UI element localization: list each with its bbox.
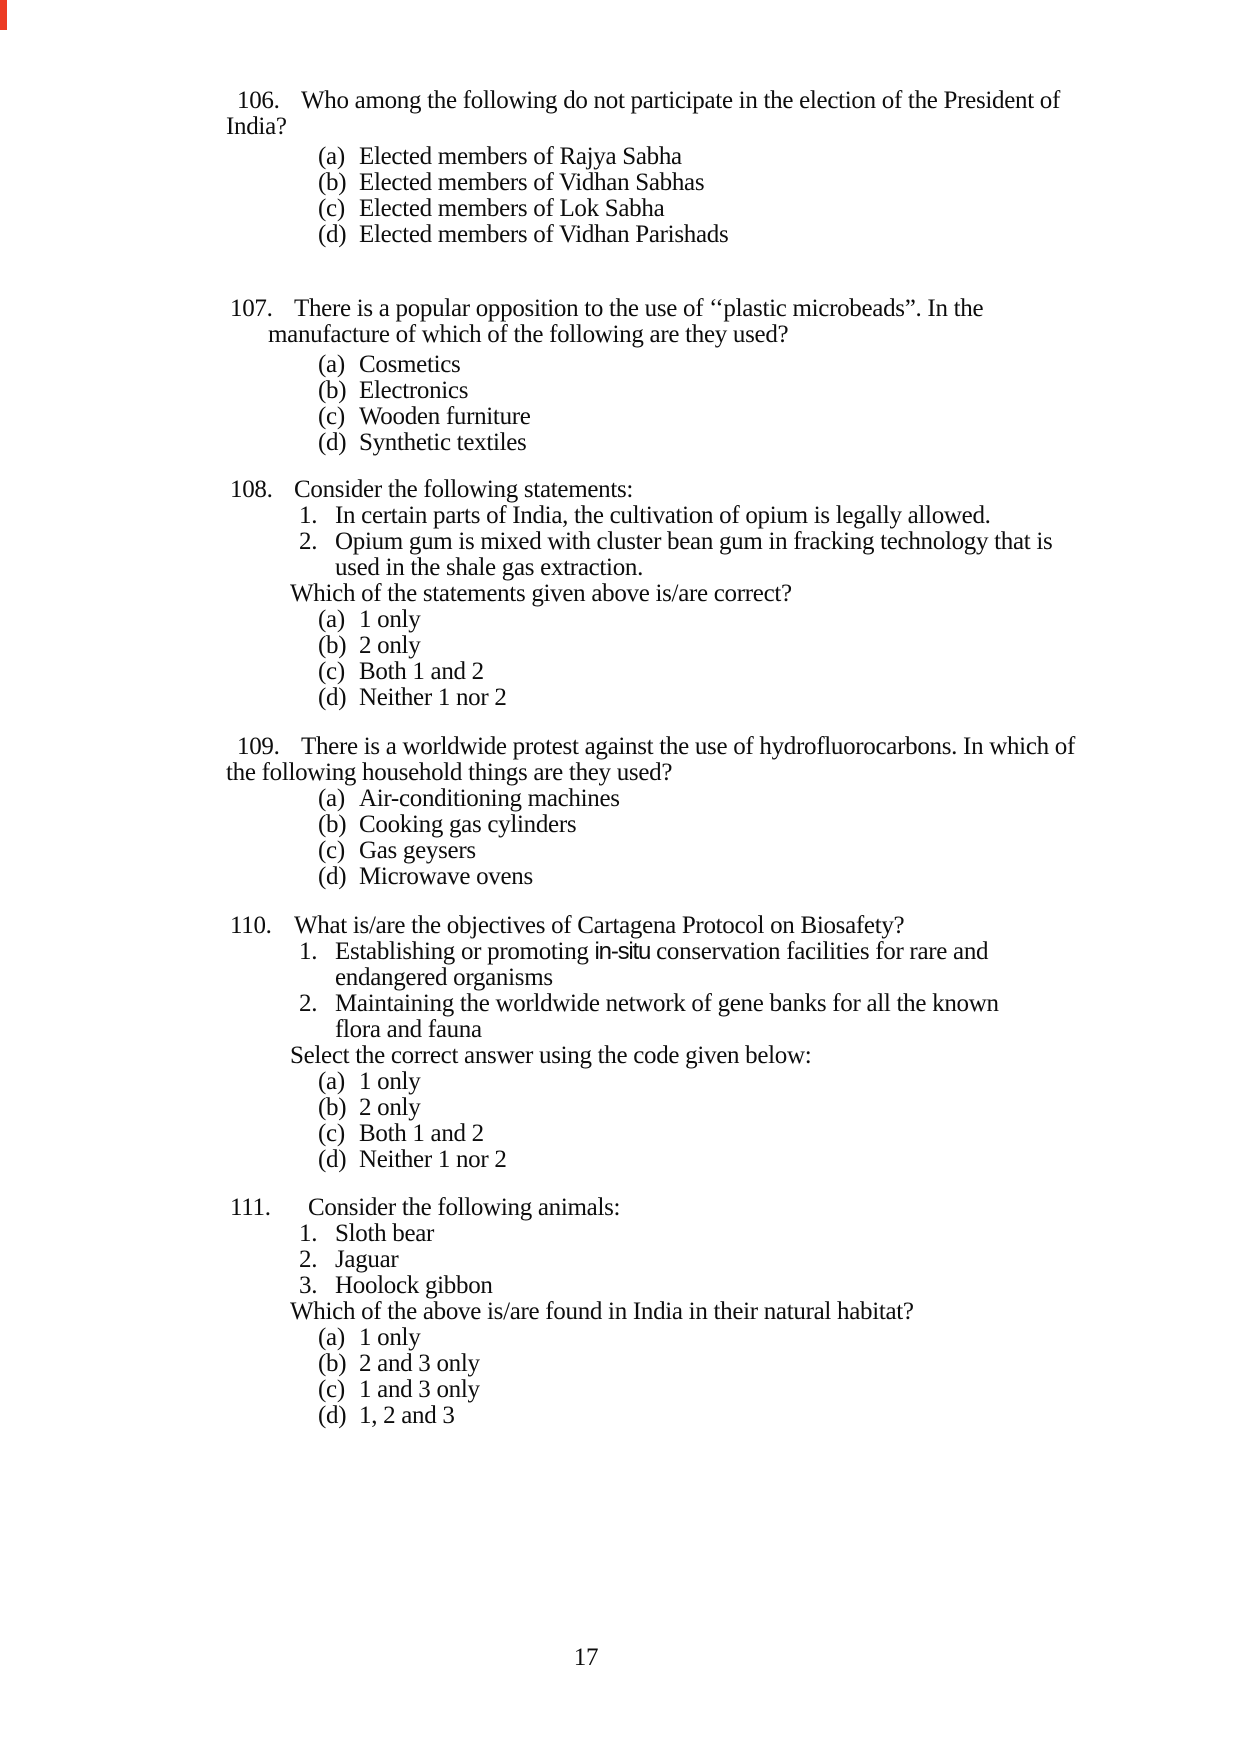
option-letter: (b) [318,1350,347,1377]
option-letter: (b) [318,377,347,404]
statement-text: Hoolock gibbon [335,1272,493,1299]
option-text: 1 only [359,1324,421,1351]
option-letter: (b) [318,632,347,659]
options-list [0,352,1241,456]
option-letter: (a) [318,1068,345,1095]
option-text: 2 only [359,632,421,659]
option-letter: (c) [318,1376,345,1403]
option-text: Air-conditioning machines [359,785,620,812]
option-letter: (b) [318,811,347,838]
option-a [0,1069,1241,1095]
scan-artifact [0,0,7,30]
stem-text: What is/are the objectives of Cartagena Protocol on Biosafety? [294,912,905,939]
option-text: Microwave ovens [359,863,533,890]
lead-in: Select the correct answer using the code given below: [290,1042,812,1069]
statement-text: Establishing or promoting [335,938,595,965]
option-d [0,222,1241,248]
option-letter: (b) [318,169,347,196]
statement-text: flora and fauna [335,1016,482,1043]
option-text: Cooking gas cylinders [359,811,577,838]
question-number: 106. [237,87,280,114]
question-109 [0,734,1241,890]
options-list [0,1069,1241,1173]
statement-text: Jaguar [335,1246,399,1273]
question-108 [0,477,1241,711]
option-text: Wooden furniture [359,403,531,430]
option-text: Elected members of Lok Sabha [359,195,665,222]
option-text: Neither 1 nor 2 [359,684,507,711]
statement-number: 1. [299,1220,318,1247]
option-letter: (a) [318,785,345,812]
option-letter: (d) [318,429,347,456]
option-b [0,170,1241,196]
question-number: 107. [230,295,273,322]
option-b [0,1095,1241,1121]
options-list [0,786,1241,890]
option-c [0,659,1241,685]
statement-text: used in the shale gas extraction. [335,554,644,581]
statement-3 [0,1273,1241,1299]
statement-text: endangered organisms [335,964,553,991]
stem-text: There is a worldwide protest against the use of hydrofluorocarbons. In which of [301,733,1075,760]
option-letter: (d) [318,684,347,711]
option-b [0,378,1241,404]
statement-text-insitu: in-situ [594,938,651,965]
option-letter: (c) [318,1120,345,1147]
statement-1 [0,1221,1241,1247]
options-list [0,144,1241,248]
option-text: 2 only [359,1094,421,1121]
stem-text: manufacture of which of the following are they used? [268,321,789,348]
page-number: 17 [573,1644,599,1671]
stem-text: Consider the following statements: [294,476,634,503]
stem-text: India? [226,113,287,140]
option-c [0,1121,1241,1147]
option-d [0,1403,1241,1429]
option-letter: (d) [318,1146,347,1173]
option-letter: (b) [318,1094,347,1121]
statement-2 [0,529,1241,555]
option-text: Neither 1 nor 2 [359,1146,507,1173]
option-c [0,1377,1241,1403]
option-text: Elected members of Vidhan Parishads [359,221,729,248]
option-b [0,812,1241,838]
option-d [0,864,1241,890]
question-107 [0,296,1241,456]
statement-text: Sloth bear [335,1220,435,1247]
option-d [0,1147,1241,1173]
option-d [0,685,1241,711]
statement-text: Maintaining the worldwide network of gene banks for all the known [335,990,999,1017]
option-text: Elected members of Vidhan Sabhas [359,169,705,196]
stem-text: Who among the following do not participate in the election of the President of [301,87,1061,114]
question-stem [0,88,1241,114]
question-number: 108. [230,476,273,503]
options-list [0,607,1241,711]
option-a [0,352,1241,378]
option-letter: (d) [318,221,347,248]
question-stem [0,477,1241,503]
option-c [0,196,1241,222]
option-letter: (c) [318,837,345,864]
question-110 [0,913,1241,1173]
lead-in: Which of the above is/are found in India in their natural habitat? [290,1298,914,1325]
statement-number: 2. [299,528,318,555]
option-letter: (c) [318,658,345,685]
option-letter: (d) [318,1402,347,1429]
statement-text: conservation facilities for rare and [650,938,989,965]
option-letter: (a) [318,351,345,378]
option-letter: (a) [318,143,345,170]
option-b [0,633,1241,659]
statement-number: 1. [299,502,318,529]
option-text: Cosmetics [359,351,461,378]
statement-1 [0,503,1241,529]
option-b [0,1351,1241,1377]
option-text: Elected members of Rajya Sabha [359,143,682,170]
statement-number: 1. [299,938,318,965]
option-letter: (c) [318,195,345,222]
statement-number: 2. [299,1246,318,1273]
option-c [0,838,1241,864]
option-a [0,607,1241,633]
question-106 [0,88,1241,248]
question-number: 111. [230,1194,271,1221]
option-c [0,404,1241,430]
statement-text: Opium gum is mixed with cluster bean gum in fracking technology that is [335,528,1053,555]
option-letter: (c) [318,403,345,430]
option-text: Synthetic textiles [359,429,527,456]
option-text: 2 and 3 only [359,1350,480,1377]
question-stem [0,1195,1241,1221]
option-text: Electronics [359,377,469,404]
option-text: 1 and 3 only [359,1376,480,1403]
option-letter: (a) [318,606,345,633]
statement-text: In certain parts of India, the cultivation of opium is legally allowed. [335,502,991,529]
question-number: 110. [230,912,272,939]
statement-number: 2. [299,990,318,1017]
stem-text: There is a popular opposition to the use of ‘‘plastic microbeads”. In the [294,295,984,322]
question-stem [0,296,1241,322]
statement-2 [0,1247,1241,1273]
statement-1 [0,939,1241,965]
option-text: Both 1 and 2 [359,1120,484,1147]
question-stem [0,913,1241,939]
option-text: Both 1 and 2 [359,658,484,685]
option-letter: (d) [318,863,347,890]
stem-text: the following household things are they used? [226,759,673,786]
option-a [0,144,1241,170]
statement-2 [0,991,1241,1017]
question-stem [0,734,1241,760]
question-111 [0,1195,1241,1429]
stem-text: Consider the following animals: [308,1194,621,1221]
option-d [0,430,1241,456]
option-letter: (a) [318,1324,345,1351]
option-text: Gas geysers [359,837,476,864]
option-text: 1, 2 and 3 [359,1402,455,1429]
option-a [0,786,1241,812]
option-text: 1 only [359,1068,421,1095]
option-a [0,1325,1241,1351]
lead-in: Which of the statements given above is/are correct? [290,580,792,607]
question-number: 109. [237,733,280,760]
options-list [0,1325,1241,1429]
option-text: 1 only [359,606,421,633]
statement-number: 3. [299,1272,318,1299]
